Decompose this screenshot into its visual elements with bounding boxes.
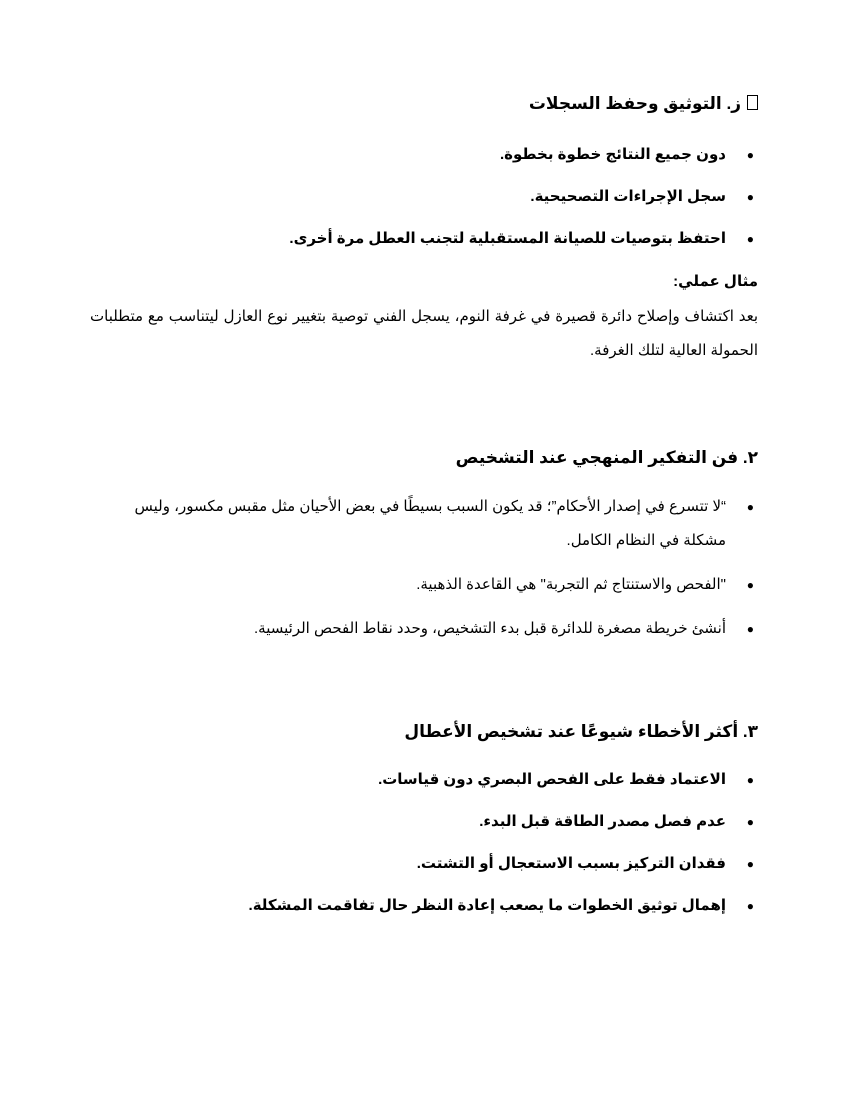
list-item-text: إهمال توثيق الخطوات ما يصعب إعادة النظر حال تفاقمت المشكلة. (248, 897, 726, 914)
bullet-icon: ● (746, 190, 754, 204)
document-page (90, 0, 758, 1100)
missing-glyph-icon (747, 95, 758, 110)
list-item (90, 568, 758, 602)
section-2-heading: ٢. فن التفكير المنهجي عند التشخيص (455, 448, 758, 467)
bullet-icon: ● (746, 773, 754, 787)
bullet-icon: ● (746, 148, 754, 162)
section-3-heading: ٣. أكثر الأخطاء شيوعًا عند تشخيص الأعطال (404, 722, 758, 741)
section-g-heading (529, 94, 758, 114)
list-item (90, 612, 758, 646)
section-3-list (90, 765, 758, 921)
list-item-text: “لا تتسرع في إصدار الأحكام”؛ قد يكون السبب بسيطًا في بعض الأحيان مثل مقبس مكسور، وليس مشكلة في النظام الكامل. (134, 498, 726, 549)
bullet-icon: ● (746, 899, 754, 913)
list-item (90, 891, 758, 921)
list-item-text: عدم فصل مصدر الطاقة قبل البدء. (479, 813, 726, 830)
list-item (90, 807, 758, 837)
list-item-text: دون جميع النتائج خطوة بخطوة. (500, 146, 726, 163)
list-item (90, 849, 758, 879)
list-item (90, 765, 758, 795)
section-2-list (90, 490, 758, 646)
list-item (90, 182, 758, 212)
list-item (90, 224, 758, 254)
bullet-icon: ● (746, 857, 754, 871)
bullet-icon: ● (746, 578, 754, 592)
example-paragraph: بعد اكتشاف وإصلاح دائرة قصيرة في غرفة النوم، يسجل الفني توصية بتغيير نوع العازل ليتناسب مع متطلبات الحمولة العالية لتلك الغرفة. (90, 308, 758, 359)
list-item-text: سجل الإجراءات التصحيحية. (530, 188, 726, 205)
bullet-icon: ● (746, 622, 754, 636)
bullet-icon: ● (746, 815, 754, 829)
list-item-text: الاعتماد فقط على الفحص البصري دون قياسات. (378, 771, 726, 788)
list-item-text: فقدان التركيز بسبب الاستعجال أو التشتت. (416, 855, 726, 872)
list-item (90, 140, 758, 170)
list-item-text: أنشئ خريطة مصغرة للدائرة قبل بدء التشخيص، وحدد نقاط الفحص الرئيسية. (254, 620, 726, 637)
list-item (90, 490, 758, 558)
list-item-text: احتفظ بتوصيات للصيانة المستقبلية لتجنب العطل مرة أخرى. (289, 230, 726, 247)
section-g-heading-text: ز. التوثيق وحفظ السجلات (528, 94, 741, 113)
list-item-text: "الفحص والاستنتاج ثم التجربة" هي القاعدة الذهبية. (416, 576, 726, 593)
section-g-list (90, 140, 758, 254)
example-title: مثال عملي: (673, 273, 758, 290)
bullet-icon: ● (746, 232, 754, 246)
bullet-icon: ● (746, 500, 754, 514)
